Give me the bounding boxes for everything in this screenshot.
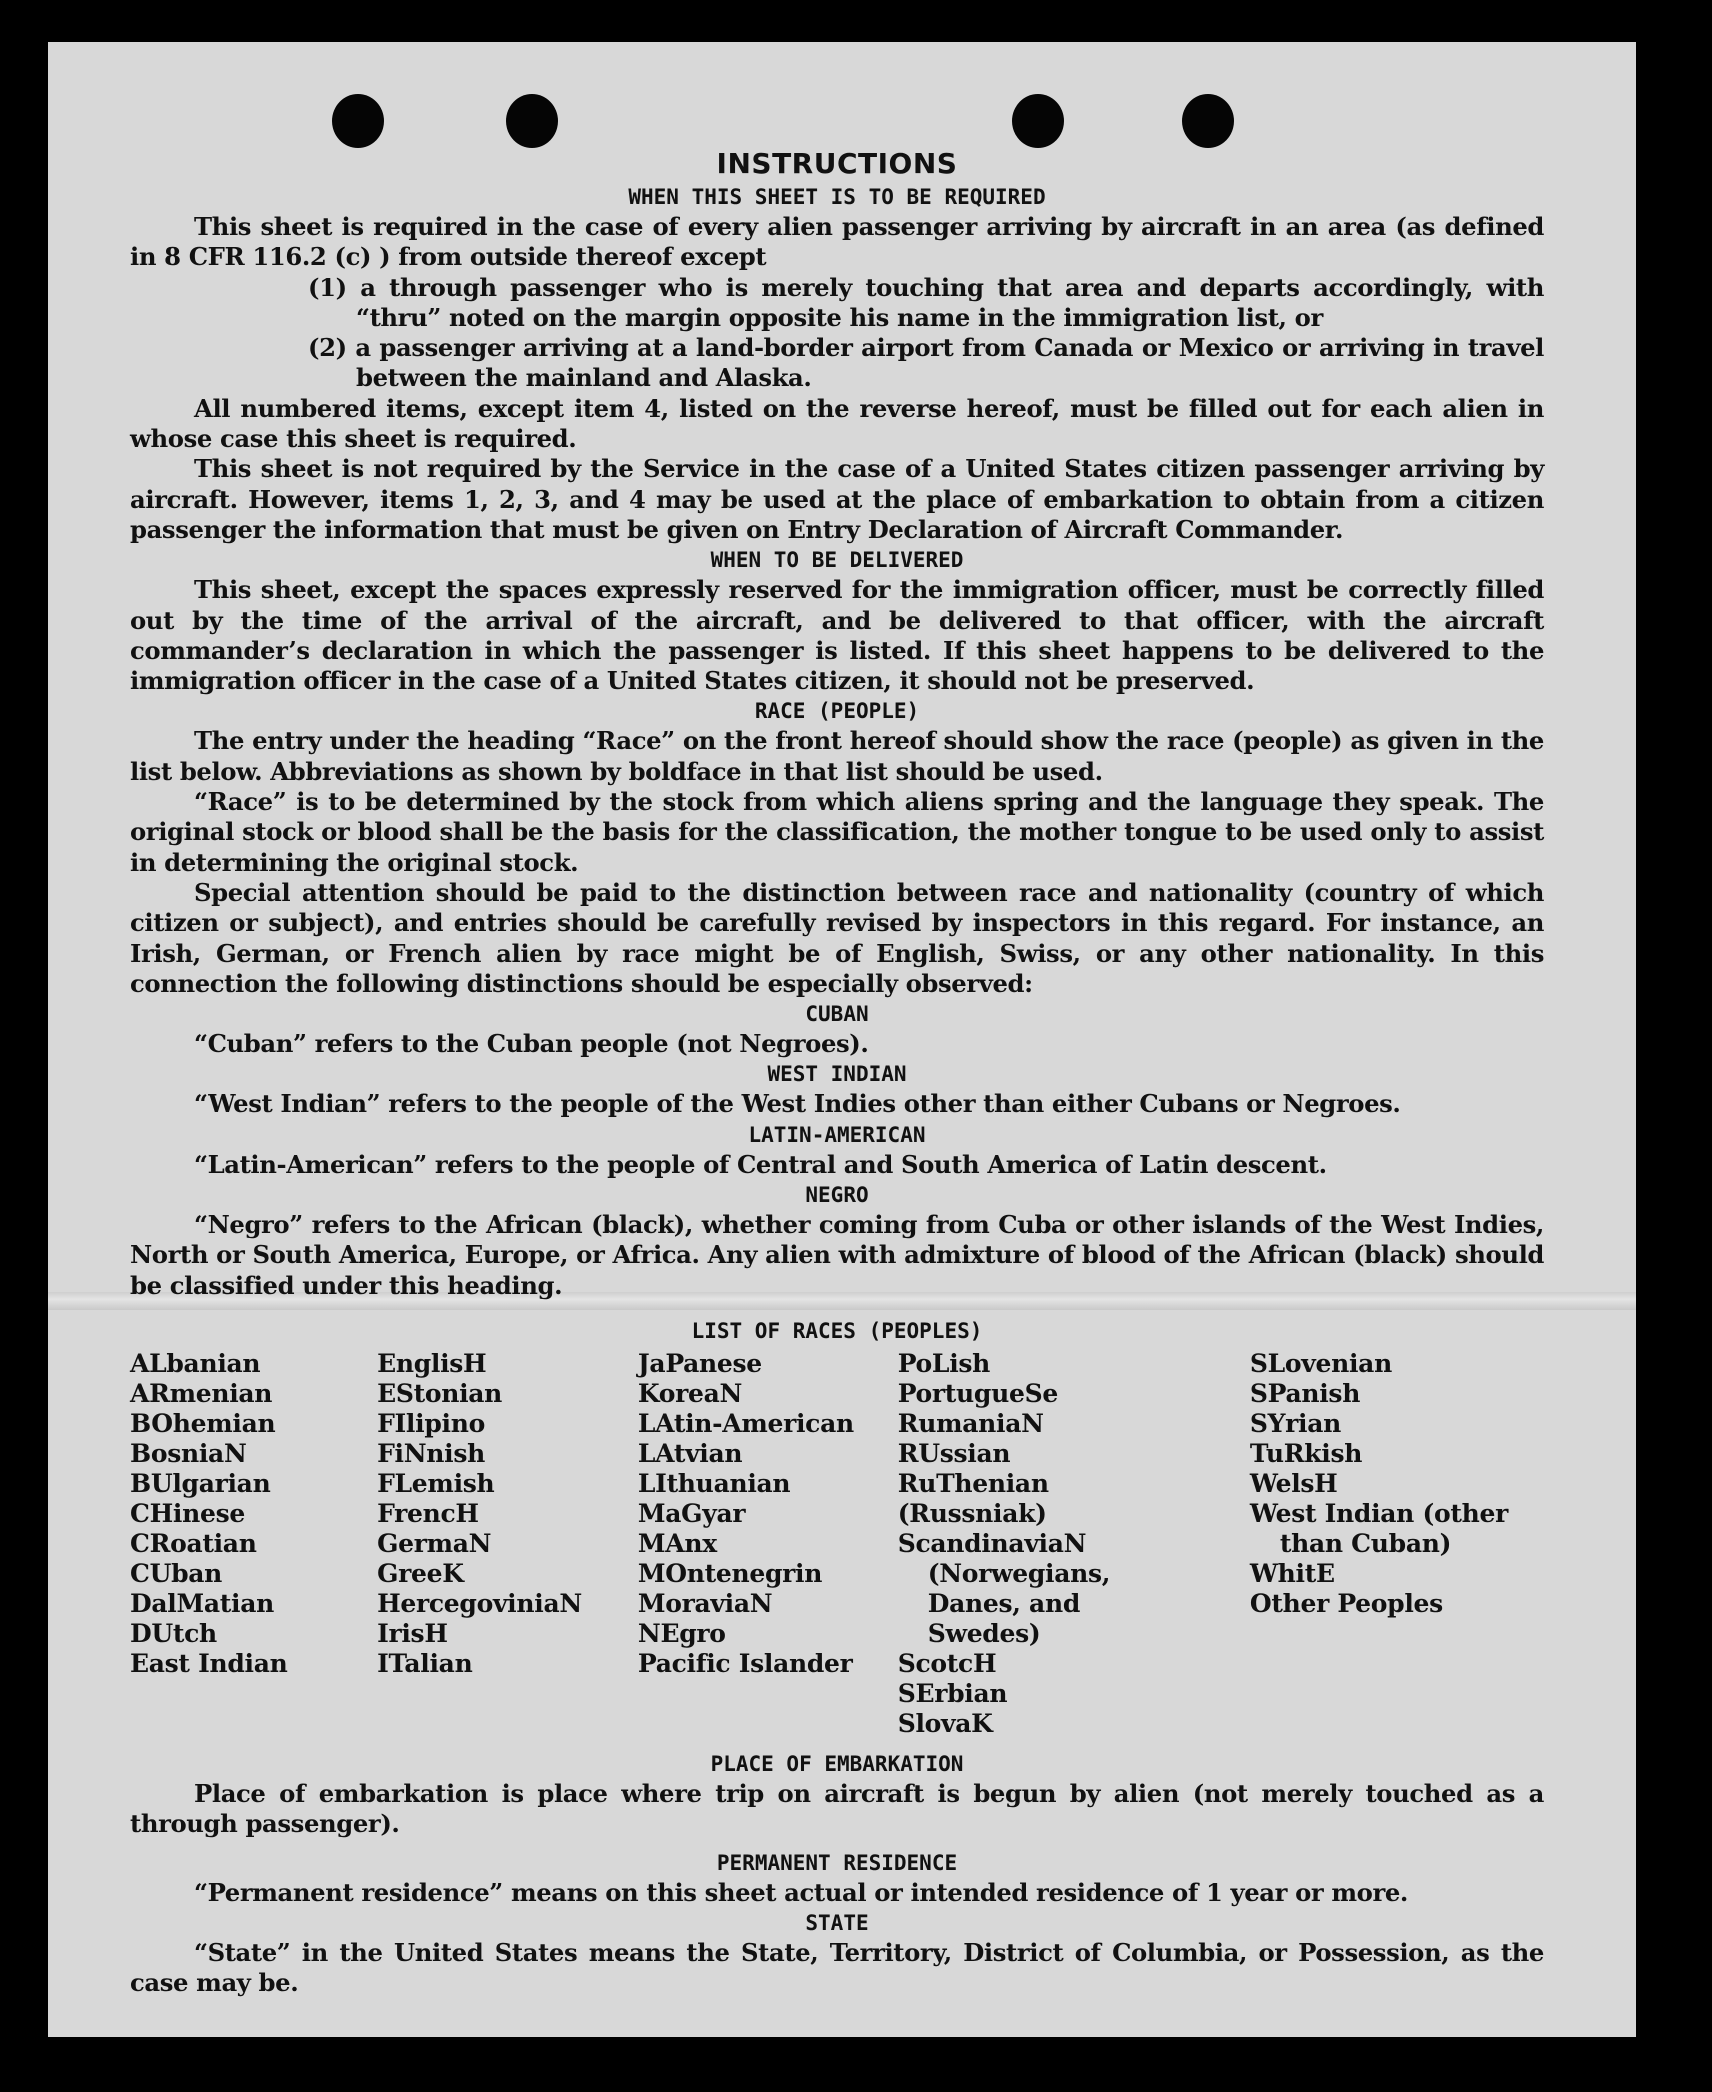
- list-item: WelsH: [1249, 1468, 1338, 1498]
- list-item: West Indian (other than Cuban): [1249, 1498, 1508, 1558]
- list-item: East Indian: [130, 1648, 288, 1678]
- list-item: KoreaN: [637, 1378, 743, 1408]
- list-item: HercegoviniaN: [377, 1588, 582, 1618]
- paragraph: All numbered items, except item 4, listed on the reverse hereof, must be filled out for each alien in whose case this sheet is required.: [130, 393, 1544, 454]
- list-item: GermaN: [377, 1528, 492, 1558]
- list-item: TuRkish: [1249, 1438, 1363, 1468]
- race-column-5: [1250, 1349, 1544, 1739]
- paragraph: Special attention should be paid to the distinction between race and nationality (country of which citizen or subject), and entries should be carefully revised by inspectors in this regard. For instance, an Irish, German, or French alien by race might be of English, Swiss, or any other nationality. In this connection the following distinctions should be especially observed:: [130, 877, 1544, 998]
- section-heading-residence: PERMANENT RESIDENCE: [716, 1850, 958, 1875]
- paragraph: “Latin-American” refers to the people of Central and South America of Latin descent.: [194, 1149, 1327, 1179]
- list-item: MOntenegrin: [637, 1558, 823, 1588]
- paragraph: Place of embarkation is place where trip on aircraft is begun by alien (not merely touched as a through passenger).: [130, 1778, 1544, 1839]
- list-item: DalMatian: [130, 1588, 274, 1618]
- paragraph: This sheet is not required by the Service in the case of a United States citizen passenger arriving by aircraft. However, items 1, 2, 3, and 4 may be used at the place of embarkation to obtain from a citizen passenger the information that must be given on Entry Declaration of Aircraft Commander.: [130, 454, 1544, 544]
- list-item: ARmenian: [130, 1378, 273, 1408]
- section-heading-delivered: WHEN TO BE DELIVERED: [710, 548, 964, 573]
- paragraph: The entry under the heading “Race” on the front hereof should show the race (people) as given in the list below. Abbreviations as shown by boldface in that list should be used.: [130, 726, 1544, 786]
- section-heading-race-list: LIST OF RACES (PEOPLES): [691, 1318, 983, 1343]
- list-item: SlovaK: [897, 1708, 993, 1738]
- race-column-2: [377, 1349, 638, 1739]
- list-item: ScotcH: [897, 1648, 997, 1678]
- list-item: MAnx: [637, 1528, 717, 1558]
- list-item: ITalian: [377, 1648, 473, 1678]
- list-item: PortugueSe: [897, 1378, 1058, 1408]
- list-item: LIthuanian: [637, 1468, 791, 1498]
- race-column-4: [898, 1349, 1192, 1739]
- section-heading-state: STATE: [805, 1910, 869, 1935]
- list-item: RuThenian (Russniak): [897, 1468, 1049, 1528]
- list-item: CHinese: [130, 1498, 245, 1528]
- paragraph: “Race” is to be determined by the stock from which aliens spring and the language they speak. The original stock or blood shall be the basis for the classification, the mother tongue to be used only to assist in determining the original stock.: [130, 787, 1544, 877]
- list-item: BUlgarian: [130, 1468, 271, 1498]
- list-item: RUssian: [897, 1438, 1011, 1468]
- page-title: INSTRUCTIONS: [716, 147, 958, 180]
- list-item: GreeK: [377, 1558, 464, 1588]
- subheading-cuban: CUBAN: [805, 1002, 869, 1027]
- list-item: BOhemian: [130, 1408, 276, 1438]
- exception-item-2: (2) a passenger arriving at a land-border airport from Canada or Mexico or arriving in travel between the mainland and Alaska.: [308, 333, 1544, 393]
- list-item: IrisH: [377, 1618, 448, 1648]
- section-heading-embarkation: PLACE OF EMBARKATION: [710, 1751, 964, 1776]
- section-heading-required: WHEN THIS SHEET IS TO BE REQUIRED: [628, 185, 1046, 209]
- list-item: LAtvian: [637, 1438, 743, 1468]
- list-item: SYrian: [1249, 1408, 1342, 1438]
- list-item: FiNnish: [377, 1438, 486, 1468]
- instructions-body: [130, 106, 1544, 1998]
- list-item: NEgro: [637, 1618, 726, 1648]
- list-item: WhitE: [1249, 1558, 1335, 1588]
- section-heading-race: RACE (PEOPLE): [754, 699, 920, 724]
- list-item: CRoatian: [130, 1528, 257, 1558]
- list-item: FIlipino: [377, 1408, 485, 1438]
- list-item: FLemish: [377, 1468, 495, 1498]
- list-item: SLovenian: [1249, 1348, 1392, 1378]
- list-item: RumaniaN: [897, 1408, 1044, 1438]
- list-item: Pacific Islander: [637, 1648, 853, 1678]
- list-item: EnglisH: [377, 1348, 487, 1378]
- race-column-1: [130, 1349, 377, 1739]
- subheading-west-indian: WEST INDIAN: [767, 1062, 907, 1087]
- subheading-latin-american: LATIN-AMERICAN: [748, 1122, 926, 1147]
- list-item: DUtch: [130, 1618, 217, 1648]
- race-column-3: [638, 1349, 898, 1739]
- list-item: BosniaN: [130, 1438, 247, 1468]
- list-item: JaPanese: [637, 1348, 762, 1378]
- paragraph: This sheet is required in the case of every alien passenger arriving by aircraft in an area (as defined in 8 CFR 116.2 (c) ) from outside thereof except: [130, 212, 1544, 272]
- list-item: MaGyar: [637, 1498, 746, 1528]
- paragraph: “Cuban” refers to the Cuban people (not Negroes).: [194, 1029, 869, 1059]
- list-item: Other Peoples: [1249, 1588, 1443, 1618]
- list-item: SErbian: [897, 1678, 1008, 1708]
- paragraph: This sheet, except the spaces expressly reserved for the immigration officer, must be correctly filled out by the time of the arrival of the aircraft, and be delivered to that officer, with the aircraft commander’s declaration in which the passenger is listed. If this sheet happens to be delivered to the immigration officer in the case of a United States citizen, it should not be preserved.: [130, 575, 1544, 696]
- list-item: ALbanian: [130, 1348, 261, 1378]
- list-item: FrencH: [377, 1498, 479, 1528]
- list-item: SPanish: [1249, 1378, 1361, 1408]
- paragraph: “State” in the United States means the State, Territory, District of Columbia, or Possession, as the case may be.: [130, 1937, 1544, 1998]
- race-list: [130, 1349, 1544, 1739]
- paragraph: “Permanent residence” means on this sheet actual or intended residence of 1 year or more.: [194, 1877, 1408, 1907]
- paragraph: “West Indian” refers to the people of the West Indies other than either Cubans or Negroes.: [194, 1089, 1401, 1119]
- list-item: EStonian: [377, 1378, 503, 1408]
- paragraph: “Negro” refers to the African (black), whether coming from Cuba or other islands of the West Indies, North or South America, Europe, or Africa. Any alien with admixture of blood of the African (black) should be classified under this heading.: [130, 1210, 1544, 1300]
- list-item: MoraviaN: [637, 1588, 773, 1618]
- list-item: CUban: [130, 1558, 223, 1588]
- list-item: ScandinaviaN (Norwegians, Danes, and Swedes): [897, 1528, 1111, 1648]
- list-item: PoLish: [897, 1348, 991, 1378]
- exception-item-1: (1) a through passenger who is merely touching that area and departs accordingly, with “thru” noted on the margin opposite his name in the immigration list, or: [308, 272, 1544, 332]
- document-page: [48, 42, 1636, 2037]
- subheading-negro: NEGRO: [805, 1183, 869, 1208]
- list-item: LAtin-American: [637, 1408, 854, 1438]
